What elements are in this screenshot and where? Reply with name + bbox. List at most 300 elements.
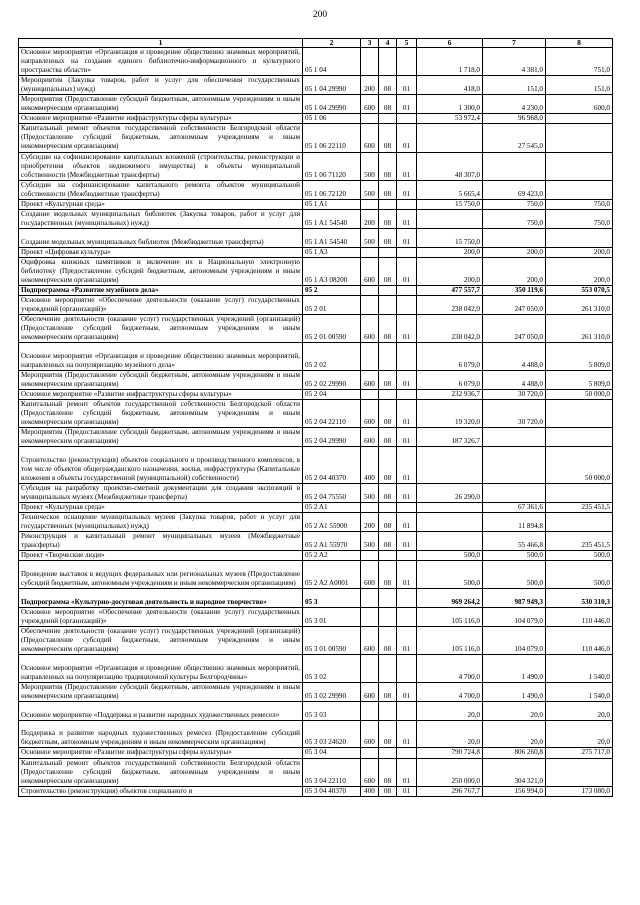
row-name: Основное мероприятие «Развитие инфраструктуры сферы культуры» <box>19 114 303 124</box>
row-amount-col8: 50 000,0 <box>546 447 613 484</box>
row-expense-type: 600 <box>361 399 379 427</box>
row-amount-col8 <box>546 152 613 180</box>
row-amount-col8: 530 310,3 <box>546 589 613 608</box>
row-section <box>379 503 397 513</box>
row-amount-col6: 296 767,7 <box>417 786 483 796</box>
row-amount-col8: 235 451,5 <box>546 503 613 513</box>
row-amount-col8 <box>546 114 613 124</box>
row-subsection: 01 <box>397 257 417 285</box>
row-amount-col6 <box>417 124 483 152</box>
row-expense-type <box>361 48 379 76</box>
row-amount-col8: 261 310,0 <box>546 295 613 314</box>
row-section: 08 <box>379 626 397 654</box>
row-expense-type: 400 <box>361 786 379 796</box>
row-expense-type <box>361 589 379 608</box>
row-amount-col7 <box>483 152 546 180</box>
row-subsection: 01 <box>397 399 417 427</box>
row-name: Субсидия на разработку проектно-сметной документации для создания экспозиций в муниципальных музеях (Межбюджетные трансферты) <box>19 484 303 503</box>
row-amount-col6: 5 665,4 <box>417 180 483 199</box>
row-amount-col7: 806 260,8 <box>483 748 546 758</box>
row-amount-col7 <box>483 428 546 447</box>
row-expense-type <box>361 285 379 295</box>
row-amount-col7: 750,0 <box>483 209 546 228</box>
table-row <box>19 152 613 180</box>
row-amount-col6: 53 972,4 <box>417 114 483 124</box>
row-expense-type <box>361 702 379 721</box>
row-amount-col7: 11 894,8 <box>483 513 546 532</box>
row-name: Капитальный ремонт объектов государственной собственности Белгородской области (Предоставление субсидий бюджетным, автономным учреждениям и иным некоммерческим организациям) <box>19 399 303 427</box>
table-row <box>19 513 613 532</box>
row-section <box>379 343 397 371</box>
row-amount-col7: 156 994,0 <box>483 786 546 796</box>
row-name: Проект «Культурная среда» <box>19 503 303 513</box>
row-amount-col7: 750,0 <box>483 199 546 209</box>
row-amount-col8: 500,0 <box>546 551 613 561</box>
column-header: 8 <box>546 39 613 48</box>
row-amount-col8 <box>546 228 613 247</box>
row-subsection <box>397 295 417 314</box>
table-row <box>19 209 613 228</box>
row-subsection: 01 <box>397 758 417 786</box>
row-name: Основное мероприятие «Обеспечение деятельности (оказание услуг) государственных учреждений (организаций)» <box>19 295 303 314</box>
row-code: 05 1 A3 08200 <box>303 257 361 285</box>
row-amount-col8: 20,0 <box>546 702 613 721</box>
row-name: Капитальный ремонт объектов государственной собственности Белгородской области (Предоставление субсидий бюджетным, автономным учреждениям и иным некоммерческим организациям) <box>19 758 303 786</box>
row-subsection <box>397 503 417 513</box>
row-expense-type: 500 <box>361 152 379 180</box>
table-row <box>19 702 613 721</box>
row-code: 05 1 04 29990 <box>303 95 361 114</box>
row-amount-col8 <box>546 484 613 503</box>
row-expense-type: 600 <box>361 758 379 786</box>
row-amount-col8: 275 717,0 <box>546 748 613 758</box>
row-name: Основное мероприятие «Обеспечение деятельности (оказание услуг) государственных учреждений (организаций)» <box>19 607 303 626</box>
row-amount-col8: 750,0 <box>546 209 613 228</box>
row-amount-col6: 969 264,2 <box>417 589 483 608</box>
row-name: Основное мероприятие «Развитие инфраструктуры сферы культуры» <box>19 748 303 758</box>
row-code: 05 1 06 72120 <box>303 180 361 199</box>
row-name: Субсидии на софинансирование капитального ремонта объектов муниципальной собственности (Межбюджетные трансферты) <box>19 180 303 199</box>
row-amount-col6: 4 700,0 <box>417 655 483 683</box>
row-amount-col7: 96 968,0 <box>483 114 546 124</box>
table-row <box>19 199 613 209</box>
row-expense-type: 600 <box>361 95 379 114</box>
row-amount-col6: 500,0 <box>417 551 483 561</box>
row-amount-col8: 50 000,0 <box>546 389 613 399</box>
row-subsection: 01 <box>397 532 417 551</box>
row-name: Обеспечение деятельности (оказание услуг) государственных учреждений (организаций) (Предоставление субсидий бюджетным, автономным учреждениям и иным некоммерческим организациям) <box>19 626 303 654</box>
row-subsection <box>397 343 417 371</box>
row-amount-col6: 20,0 <box>417 702 483 721</box>
row-code: 05 2 01 <box>303 295 361 314</box>
table-row <box>19 447 613 484</box>
row-amount-col7: 350 119,6 <box>483 285 546 295</box>
row-code: 05 3 02 <box>303 655 361 683</box>
row-amount-col7: 151,0 <box>483 76 546 95</box>
row-code: 05 1 06 71120 <box>303 152 361 180</box>
row-amount-col7: 20,0 <box>483 720 546 748</box>
row-amount-col8: 5 809,0 <box>546 343 613 371</box>
row-code: 05 2 04 <box>303 389 361 399</box>
table-row <box>19 389 613 399</box>
table-header <box>19 39 613 48</box>
table-row <box>19 551 613 561</box>
row-amount-col8: 173 080,0 <box>546 786 613 796</box>
row-expense-type: 500 <box>361 180 379 199</box>
row-amount-col6: 418,0 <box>417 76 483 95</box>
row-name: Основное мероприятие «Развитие инфраструктуры сферы культуры» <box>19 389 303 399</box>
column-header: 6 <box>417 39 483 48</box>
row-amount-col7: 4 230,0 <box>483 95 546 114</box>
row-code: 05 2 <box>303 285 361 295</box>
row-amount-col8: 1 540,0 <box>546 655 613 683</box>
row-name: Мероприятия (Предоставление субсидий бюджетным, автономным учреждениям и иным некоммерческим организациям) <box>19 428 303 447</box>
row-amount-col6: 250 000,0 <box>417 758 483 786</box>
row-amount-col8: 110 446,0 <box>546 607 613 626</box>
table-row <box>19 228 613 247</box>
row-amount-col7: 30 720,0 <box>483 399 546 427</box>
row-code: 05 2 04 29990 <box>303 428 361 447</box>
table-row <box>19 180 613 199</box>
row-amount-col7 <box>483 484 546 503</box>
row-amount-col7: 69 423,0 <box>483 180 546 199</box>
row-expense-type <box>361 114 379 124</box>
table-row <box>19 626 613 654</box>
row-expense-type: 500 <box>361 484 379 503</box>
row-name: Проект «Культурная среда» <box>19 199 303 209</box>
row-code: 05 1 A1 54540 <box>303 209 361 228</box>
row-section: 08 <box>379 370 397 389</box>
row-section <box>379 48 397 76</box>
table-row <box>19 48 613 76</box>
row-amount-col6 <box>417 209 483 228</box>
row-expense-type: 200 <box>361 209 379 228</box>
row-subsection <box>397 702 417 721</box>
row-subsection: 01 <box>397 484 417 503</box>
row-name: Мероприятия (Предоставление субсидий бюджетным, автономным учреждениям и иным некоммерческим организациям) <box>19 370 303 389</box>
row-subsection <box>397 589 417 608</box>
table-row <box>19 607 613 626</box>
row-name: Основное мероприятие «Организация и проведение общественно значимых мероприятий, направленных на создание единого библиотечно-информационного и культурного пространства области» <box>19 48 303 76</box>
row-amount-col8 <box>546 180 613 199</box>
row-section: 08 <box>379 758 397 786</box>
row-expense-type: 600 <box>361 124 379 152</box>
row-subsection <box>397 389 417 399</box>
row-code: 05 1 04 <box>303 48 361 76</box>
table-row <box>19 758 613 786</box>
row-amount-col6 <box>417 513 483 532</box>
row-expense-type: 200 <box>361 76 379 95</box>
table-row <box>19 748 613 758</box>
table-row <box>19 720 613 748</box>
row-subsection: 01 <box>397 447 417 484</box>
row-amount-col8: 110 446,0 <box>546 626 613 654</box>
row-name: Основное мероприятие «Поддержка и развитие народных художественных ремесел» <box>19 702 303 721</box>
row-amount-col7: 500,0 <box>483 561 546 589</box>
row-section <box>379 607 397 626</box>
row-code: 05 3 04 <box>303 748 361 758</box>
column-header: 1 <box>19 39 303 48</box>
row-code: 05 1 A3 <box>303 247 361 257</box>
table-row <box>19 561 613 589</box>
row-amount-col6: 19 320,0 <box>417 399 483 427</box>
row-amount-col8: 235 451,5 <box>546 532 613 551</box>
row-subsection: 01 <box>397 228 417 247</box>
row-amount-col7: 27 545,0 <box>483 124 546 152</box>
row-name: Капитальный ремонт объектов государственной собственности Белгородской области (Предоставление субсидий бюджетным, автономным учреждениям и иным некоммерческим организациям) <box>19 124 303 152</box>
row-section: 08 <box>379 447 397 484</box>
row-expense-type <box>361 551 379 561</box>
row-section: 08 <box>379 399 397 427</box>
row-expense-type: 500 <box>361 532 379 551</box>
row-amount-col8: 750,0 <box>546 199 613 209</box>
row-subsection <box>397 247 417 257</box>
row-expense-type <box>361 199 379 209</box>
row-name: Основное мероприятие «Организация и проведение общественно значимых мероприятий, направленных на популяризацию традиционной культуры Белгородчины» <box>19 655 303 683</box>
table-row <box>19 247 613 257</box>
row-section <box>379 551 397 561</box>
row-section <box>379 114 397 124</box>
row-amount-col8: 200,0 <box>546 257 613 285</box>
row-amount-col6: 48 307,0 <box>417 152 483 180</box>
row-amount-col7: 1 490,0 <box>483 682 546 701</box>
row-code: 05 3 04 22110 <box>303 758 361 786</box>
budget-table <box>18 38 613 797</box>
row-section: 08 <box>379 484 397 503</box>
row-section <box>379 702 397 721</box>
row-expense-type: 200 <box>361 513 379 532</box>
row-subsection: 01 <box>397 180 417 199</box>
row-code: 05 2 A1 55900 <box>303 513 361 532</box>
row-section: 08 <box>379 257 397 285</box>
column-header: 5 <box>397 39 417 48</box>
table-row <box>19 532 613 551</box>
row-subsection: 01 <box>397 209 417 228</box>
row-section <box>379 655 397 683</box>
row-amount-col6: 105 116,0 <box>417 607 483 626</box>
row-subsection: 01 <box>397 370 417 389</box>
row-section: 08 <box>379 720 397 748</box>
row-code: 05 2 A2 A0001 <box>303 561 361 589</box>
row-amount-col6 <box>417 532 483 551</box>
row-section <box>379 589 397 608</box>
row-subsection <box>397 551 417 561</box>
row-amount-col7: 304 321,0 <box>483 758 546 786</box>
row-subsection: 01 <box>397 152 417 180</box>
row-section: 08 <box>379 209 397 228</box>
row-amount-col6: 187 326,7 <box>417 428 483 447</box>
row-amount-col8: 261 310,0 <box>546 314 613 342</box>
row-amount-col8: 600,0 <box>546 95 613 114</box>
row-subsection: 01 <box>397 76 417 95</box>
table-row <box>19 786 613 796</box>
table-row <box>19 114 613 124</box>
row-amount-col7: 104 079,0 <box>483 626 546 654</box>
row-expense-type: 600 <box>361 626 379 654</box>
row-amount-col7: 4 381,0 <box>483 48 546 76</box>
row-amount-col6: 4 700,0 <box>417 682 483 701</box>
row-subsection <box>397 607 417 626</box>
row-amount-col6: 1 718,0 <box>417 48 483 76</box>
row-expense-type <box>361 748 379 758</box>
row-amount-col7: 67 361,6 <box>483 503 546 513</box>
row-expense-type: 600 <box>361 682 379 701</box>
row-amount-col7: 55 466,8 <box>483 532 546 551</box>
row-amount-col6: 200,0 <box>417 257 483 285</box>
row-amount-col6: 105 116,0 <box>417 626 483 654</box>
row-code: 05 2 04 75550 <box>303 484 361 503</box>
row-expense-type <box>361 295 379 314</box>
row-amount-col7: 1 490,0 <box>483 655 546 683</box>
row-amount-col7: 104 079,0 <box>483 607 546 626</box>
row-amount-col7: 4 488,0 <box>483 370 546 389</box>
row-subsection: 01 <box>397 513 417 532</box>
row-subsection: 01 <box>397 720 417 748</box>
row-subsection: 01 <box>397 428 417 447</box>
row-subsection: 01 <box>397 786 417 796</box>
row-name: Подпрограмма «Культурно-досуговая деятельность и народное творчество» <box>19 589 303 608</box>
row-name: Основное мероприятие «Организация и проведение общественно значимых мероприятий, направленных на популяризацию музейного дела» <box>19 343 303 371</box>
row-amount-col8: 5 809,0 <box>546 370 613 389</box>
row-code: 05 2 04 22110 <box>303 399 361 427</box>
row-amount-col8: 553 070,5 <box>546 285 613 295</box>
page-number: 200 <box>312 10 328 20</box>
row-code: 05 3 03 <box>303 702 361 721</box>
row-amount-col6: 232 936,7 <box>417 389 483 399</box>
row-amount-col6: 20,0 <box>417 720 483 748</box>
row-section: 08 <box>379 95 397 114</box>
row-subsection <box>397 285 417 295</box>
row-code: 05 1 A1 <box>303 199 361 209</box>
row-name: Создание модельных муниципальных библиотек (Закупка товаров, работ и услуг для государственных (муниципальных) нужд) <box>19 209 303 228</box>
row-code: 05 1 06 22110 <box>303 124 361 152</box>
row-section: 08 <box>379 76 397 95</box>
row-name: Подпрограмма «Развитие музейного дела» <box>19 285 303 295</box>
row-section: 08 <box>379 532 397 551</box>
row-section <box>379 199 397 209</box>
row-section: 08 <box>379 228 397 247</box>
row-expense-type <box>361 503 379 513</box>
row-code: 05 1 06 <box>303 114 361 124</box>
row-amount-col6: 15 750,0 <box>417 199 483 209</box>
table-row <box>19 124 613 152</box>
table-row <box>19 95 613 114</box>
row-amount-col8: 751,0 <box>546 48 613 76</box>
row-name: Обеспечение деятельности (оказание услуг) государственных учреждений (организаций) (Предоставление субсидий бюджетным, автономным учреждениям и иным некоммерческим организациям) <box>19 314 303 342</box>
row-name: Строительство (реконструкция) объектов социального и производственного комплексов, в том числе объектов общегражданского назначения, жилья, инфраструктуры (Капитальные вложения в объекты государственной (муниципальной) собственности) <box>19 447 303 484</box>
row-amount-col7: 4 488,0 <box>483 343 546 371</box>
row-amount-col6: 6 079,0 <box>417 343 483 371</box>
table-row <box>19 295 613 314</box>
row-expense-type: 400 <box>361 447 379 484</box>
table-body <box>19 48 613 797</box>
row-section <box>379 748 397 758</box>
row-expense-type <box>361 607 379 626</box>
column-header: 4 <box>379 39 397 48</box>
row-section <box>379 389 397 399</box>
table-row <box>19 314 613 342</box>
table-row <box>19 370 613 389</box>
row-amount-col6: 15 750,0 <box>417 228 483 247</box>
row-amount-col6: 1 300,0 <box>417 95 483 114</box>
row-section: 08 <box>379 682 397 701</box>
row-amount-col7: 20,0 <box>483 702 546 721</box>
row-amount-col6: 477 557,7 <box>417 285 483 295</box>
row-code: 05 3 01 00590 <box>303 626 361 654</box>
row-section: 08 <box>379 124 397 152</box>
row-amount-col8: 200,0 <box>546 247 613 257</box>
row-code: 05 1 A1 54540 <box>303 228 361 247</box>
row-amount-col8: 500,0 <box>546 561 613 589</box>
table-row <box>19 257 613 285</box>
table-row <box>19 682 613 701</box>
row-code: 05 3 04 40370 <box>303 786 361 796</box>
row-name: Строительство (реконструкция) объектов социального и <box>19 786 303 796</box>
table-row <box>19 428 613 447</box>
column-header: 7 <box>483 39 546 48</box>
row-subsection <box>397 48 417 76</box>
row-code: 05 2 A2 <box>303 551 361 561</box>
row-amount-col6: 26 290,0 <box>417 484 483 503</box>
row-section <box>379 285 397 295</box>
row-amount-col7: 30 720,0 <box>483 389 546 399</box>
row-amount-col6: 238 042,0 <box>417 295 483 314</box>
row-subsection: 01 <box>397 124 417 152</box>
row-name: Мероприятия (Предоставление субсидий бюджетным, автономным учреждениям и иным некоммерческим организациям) <box>19 95 303 114</box>
column-header: 3 <box>361 39 379 48</box>
row-name: Техническое оснащение муниципальных музеев (Закупка товаров, работ и услуг для государственных (муниципальных) нужд) <box>19 513 303 532</box>
row-amount-col7: 200,0 <box>483 247 546 257</box>
column-header: 2 <box>303 39 361 48</box>
row-code: 05 2 A1 <box>303 503 361 513</box>
table-row <box>19 655 613 683</box>
row-subsection: 01 <box>397 95 417 114</box>
table-row <box>19 484 613 503</box>
row-name: Субсидии на софинансирование капитальных вложений (строительства, реконструкции и приобретения объектов недвижимого имущества) в объекты муниципальной собственности (Межбюджетные трансферты) <box>19 152 303 180</box>
row-amount-col6 <box>417 503 483 513</box>
row-amount-col6: 238 042,0 <box>417 314 483 342</box>
row-code: 05 3 02 29990 <box>303 682 361 701</box>
table-row <box>19 503 613 513</box>
row-amount-col8 <box>546 399 613 427</box>
row-section: 08 <box>379 152 397 180</box>
row-section: 08 <box>379 314 397 342</box>
row-name: Проект «Творческие люди» <box>19 551 303 561</box>
row-amount-col6: 200,0 <box>417 247 483 257</box>
row-expense-type <box>361 247 379 257</box>
row-amount-col7: 987 949,3 <box>483 589 546 608</box>
row-amount-col7: 500,0 <box>483 551 546 561</box>
row-amount-col8: 20,0 <box>546 720 613 748</box>
row-section: 08 <box>379 561 397 589</box>
row-expense-type: 600 <box>361 720 379 748</box>
row-expense-type: 600 <box>361 428 379 447</box>
row-expense-type <box>361 389 379 399</box>
row-subsection: 01 <box>397 314 417 342</box>
row-expense-type: 600 <box>361 561 379 589</box>
row-section <box>379 295 397 314</box>
row-subsection <box>397 655 417 683</box>
row-amount-col7: 200,0 <box>483 257 546 285</box>
row-expense-type: 500 <box>361 228 379 247</box>
row-amount-col8 <box>546 124 613 152</box>
row-amount-col7: 247 050,0 <box>483 314 546 342</box>
row-subsection <box>397 199 417 209</box>
row-amount-col6: 500,0 <box>417 561 483 589</box>
row-expense-type: 600 <box>361 257 379 285</box>
row-code: 05 3 01 <box>303 607 361 626</box>
row-amount-col7 <box>483 447 546 484</box>
